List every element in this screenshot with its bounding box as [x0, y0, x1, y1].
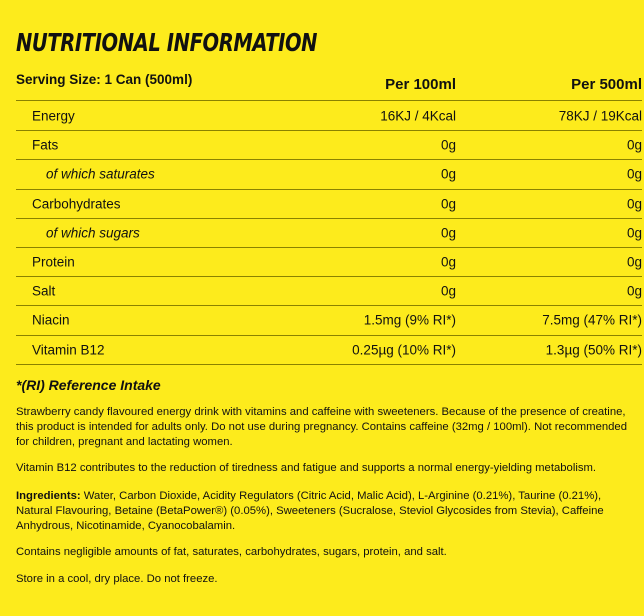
vitamin-b12-claim: Vitamin B12 contributes to the reduction of tiredness and fatigue and supports a normal energy-yielding metabolism. — [16, 462, 597, 474]
value-per-500ml: 0g — [626, 225, 642, 241]
value-per-500ml: 7.5mg (47% RI*) — [542, 312, 642, 328]
row-label: Salt — [32, 283, 56, 299]
value-per-500ml: 0g — [626, 196, 642, 212]
negligible-amounts-note: Contains negligible amounts of fat, saturates, carbohydrates, sugars, protein, and salt. — [16, 546, 447, 558]
table-row — [16, 248, 642, 277]
row-label: Vitamin B12 — [32, 342, 105, 358]
table-row — [16, 336, 642, 365]
value-per-100ml: 0.25µg (10% RI*) — [352, 342, 456, 358]
row-label: Carbohydrates — [32, 196, 121, 212]
column-header-per-100ml: Per 100ml — [385, 76, 456, 93]
page-title: NUTRITIONAL INFORMATION — [16, 28, 318, 57]
row-label: Fats — [32, 137, 59, 153]
value-per-100ml: 0g — [440, 166, 456, 182]
column-header-per-500ml: Per 500ml — [571, 76, 642, 93]
value-per-500ml: 1.3µg (50% RI*) — [545, 342, 642, 358]
value-per-100ml: 0g — [440, 283, 456, 299]
table-row — [16, 101, 642, 131]
ingredients-label: Ingredients: — [16, 490, 81, 502]
value-per-100ml: 0g — [440, 137, 456, 153]
value-per-500ml: 0g — [626, 254, 642, 270]
nutrition-table — [16, 100, 642, 365]
table-row — [16, 160, 642, 189]
table-row — [16, 277, 642, 306]
row-label: Energy — [32, 108, 75, 124]
value-per-500ml: 0g — [626, 166, 642, 182]
table-row — [16, 131, 642, 160]
reference-intake-note: *(RI) Reference Intake — [16, 377, 161, 393]
row-label: Protein — [32, 254, 75, 270]
row-label: of which saturates — [46, 166, 155, 182]
value-per-500ml: 78KJ / 19Kcal — [558, 108, 642, 124]
ingredients-list: Water, Carbon Dioxide, Acidity Regulators (Citric Acid, Malic Acid), L-Arginine (0.21%), Taurine (0.21%), Natural Flavouring, Betaine (BetaPower®) (0.05%), Sweeteners (Sucralose, Steviol Glycosides from Stevia), Caffeine Anhydrous, Nicotinamide, Cyanocobalamin. — [16, 490, 604, 532]
ingredients-paragraph — [16, 489, 634, 534]
serving-size: Serving Size: 1 Can (500ml) — [16, 72, 193, 87]
value-per-100ml: 0g — [440, 254, 456, 270]
value-per-100ml: 0g — [440, 225, 456, 241]
value-per-500ml: 0g — [626, 283, 642, 299]
value-per-500ml: 0g — [626, 137, 642, 153]
value-per-100ml: 16KJ / 4Kcal — [380, 108, 456, 124]
table-row — [16, 190, 642, 219]
product-description: Strawberry candy flavoured energy drink with vitamins and caffeine with sweeteners. Because of the presence of creatine, this product is intended for adults only. Do not use during pregnancy. Contains caffeine (32mg / 100ml). Not recommended for children, pregnant and lactating women. — [16, 406, 627, 448]
table-row — [16, 306, 642, 335]
row-label: Niacin — [32, 312, 70, 328]
row-label: of which sugars — [46, 225, 140, 241]
value-per-100ml: 1.5mg (9% RI*) — [363, 312, 456, 328]
table-header — [16, 72, 642, 100]
value-per-100ml: 0g — [440, 196, 456, 212]
table-row — [16, 219, 642, 248]
storage-instructions: Store in a cool, dry place. Do not freeze. — [16, 573, 218, 585]
